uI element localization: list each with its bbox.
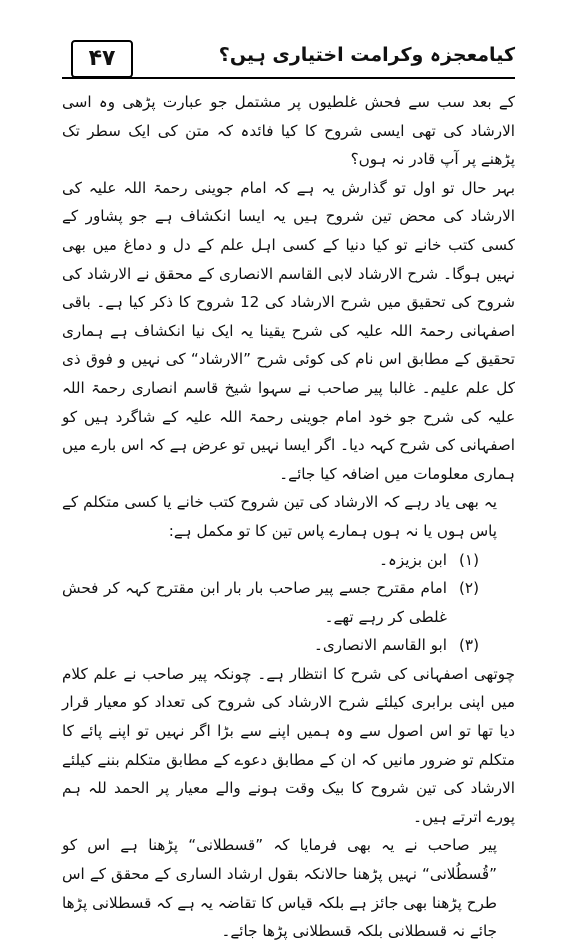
page-number: ۴۷: [71, 40, 133, 78]
header-divider: [62, 77, 515, 79]
paragraph-5: پیر صاحب نے یہ بھی فرمایا کہ ”قسطلانی“ پڑھنا ہے اس کو ”قُسطُلانی“ نہیں پڑھنا حالانکہ بقول ارشاد الساری کے محقق کے اس طرح پڑھنا بھی جائز ہے بلکہ قیاس کا تقاضہ یہ ہے کہ قسطلانی پڑھا جائے نہ قسطلانی بلکہ قسطلانی پڑھا جائے۔: [62, 836, 497, 941]
paragraph-4: چوتھی اصفہانی کی شرح کا انتظار ہے۔ چونکہ پیر صاحب نے علم کلام میں اپنی برابری کیلئے شرح الارشاد کی شروح کی تعداد کو معیار قرار دیا تھا تو اس اصول سے وہ ہمیں اپنے سے بڑا اگر نہیں تو اپنے پائے کا متکلم تو ضرور مانیں کہ ان کے مطابق دعوے کے مطابق متکلم بننے کیلئے الارشاد کی تین شروح کا بیک وقت ہونے والے معیار پر الحمد للہ ہم پورے اترتے ہیں۔: [62, 664, 515, 826]
running-title: کیامعجزہ وکرامت اختیاری ہیں؟: [218, 44, 515, 66]
list-item: [62, 574, 515, 631]
paragraph-1: کے بعد سب سے فحش غلطیوں پر مشتمل جو عبارت پڑھی وہ اسی الارشاد کی تھی ایسی شروح کا کیا فائدہ کہ متن کی ایک سطر تک پڑھنے پر آپ قادر نہ ہوں؟: [62, 93, 515, 169]
paragraph-3: یہ بھی یاد رہے کہ الارشاد کی تین شروح کتب خانے یا کسی متکلم کے پاس ہوں یا نہ ہوں ہمارے پاس تین کا تو مکمل ہے:: [62, 493, 497, 540]
list-item-number: (۲): [458, 579, 479, 598]
list-item-number: (۱): [458, 550, 479, 569]
commentary-list: [62, 546, 515, 660]
list-item: [62, 631, 515, 660]
list-item: [62, 546, 515, 575]
paragraph-2: بہر حال تو اول تو گذارش یہ ہے کہ امام جوینی رحمۃ اللہ علیہ کی الارشاد کی محض تین شروح ہیں یہ ایسا انکشاف ہے جو پشاور کے کسی کتب خانے تو کیا دنیا کے کسی اہل علم کے دل و دماغ میں بھی نہیں ہوگا۔ شرح الارشاد لابی القاسم الانصاری کے محقق نے الارشاد کی شروح کی تحقیق میں شرح الارشاد کی 12 شروح کا ذکر کیا ہے۔ باقی اصفہانی رحمۃ اللہ علیہ کی شرح یقینا یہ ایک نیا انکشاف ہے ہماری تحقیق کے مطابق اس نام کی کوئی شرح ”الارشاد“ کی نہیں و فوق ذی کل علم علیم۔ غالبا پیر صاحب نے سہوا شیخ قاسم انصاری رحمۃ اللہ علیہ کی شرح جو خود امام جوینی رحمۃ اللہ علیہ کے شاگرد ہیں کو اصفہانی کی شرح کہہ دیا۔ اگر ایسا نہیں تو عرض ہے کہ اس بارے میں ہماری معلومات میں اضافہ کیا جائے۔: [62, 178, 515, 483]
list-item-text: ابن بزیزہ۔: [379, 550, 447, 569]
list-item-text: ابو القاسم الانصاری۔: [313, 636, 447, 655]
list-item-number: (۳): [458, 636, 479, 655]
page-body: [62, 88, 515, 946]
list-item-text: امام مقترح جسے پیر صاحب بار بار ابن مقترح کہہ کر فحش غلطی کر رہے تھے۔: [62, 579, 447, 626]
